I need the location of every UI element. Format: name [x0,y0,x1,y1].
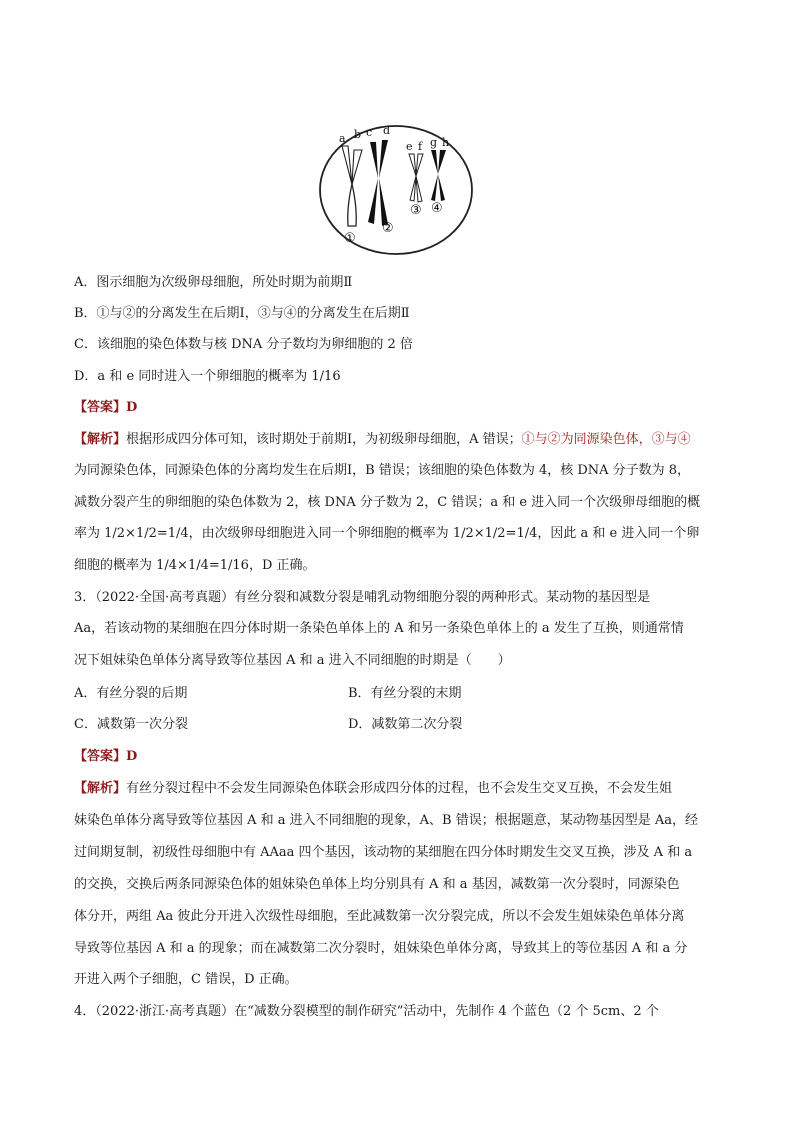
q3-stem-line-2: Aa，若该动物的某细胞在四分体时期一条染色单体上的 A 和另一条染色单体上的 a 发生了互换，则通常情 [74,621,684,636]
q3-analysis-line-4: 的交换，交换后两条同源染色体的姐妹染色单体上均分别具有 A 和 a 基因，减数第一次分裂时，同源染色 [74,877,680,892]
cell-diagram [316,122,476,258]
label-h: h [442,136,450,149]
q2-option-c: C．该细胞的染色体数与核 DNA 分子数均为卵细胞的 2 倍 [74,337,413,352]
q3-analysis-line-5: 体分开，两组 Aa 彼此分开进入次级性母细胞，至此减数第一次分裂完成，所以不会发生姐妹染色单体分离 [74,909,685,924]
label-circle-4: ④ [431,201,443,216]
q2-option-a: A．图示细胞为次级卵母细胞，所处时期为前期Ⅱ [74,275,353,290]
answer-label: 【答案】 [74,749,127,764]
q3-analysis-line-2: 妹染色单体分离导致等位基因 A 和 a 进入不同细胞的现象，A、B 错误；根据题意，某动物基因型是 Aa，经 [74,813,699,828]
label-d: d [383,124,391,137]
cell-diagram-svg [316,122,476,258]
analysis-highlight: ①与②为同源染色体，③与④ [521,432,691,447]
q2-analysis-line-2: 为同源染色体，同源染色体的分离均发生在后期Ⅰ，B 错误；该细胞的染色体数为 4，核 DNA 分子数为 8， [74,463,691,478]
q2-analysis-line-5: 细胞的概率为 1/4×1/4=1/16，D 正确。 [74,558,316,573]
label-g: g [430,136,438,149]
label-a: a [339,132,346,145]
label-circle-2: ② [382,221,394,236]
chromosome-2 [368,140,388,226]
q3-analysis-line-3: 过间期复制，初级性母细胞中有 AAaa 四个基因，该动物的某细胞在四分体时期发生交叉互换，涉及 A 和 a [74,845,693,860]
label-e: e [406,140,413,153]
q2-analysis-line-3: 减数分裂产生的卵细胞的染色体数为 2，核 DNA 分子数为 2，C 错误；a 和 e 进入同一个次级卵母细胞的概 [74,495,701,510]
q3-stem-line-1: 3．（2022·全国·高考真题）有丝分裂和减数分裂是哺乳动物细胞分裂的两种形式。某动物的基因型是 [74,590,651,605]
analysis-text: 有丝分裂过程中不会发生同源染色体联会形成四分体的过程，也不会发生交叉互换，不会发生姐 [126,781,673,796]
chromosome-3 [409,154,423,202]
q3-option-c: C．减数第一次分裂 [74,717,188,732]
q3-option-d: D．减数第二次分裂 [348,717,463,732]
q4-stem-line-1: 4．（2022·浙江·高考真题）在“减数分裂模型的制作研究”活动中，先制作 4 个蓝色（2 个 5cm、2 个 [74,1004,659,1019]
q2-option-d: D．a 和 e 同时进入一个卵细胞的概率为 1/16 [74,369,341,384]
q2-analysis-line-1 [74,432,691,447]
chromosome-4 [431,150,446,201]
q3-analysis-line-1 [74,781,672,796]
q2-analysis-line-4: 率为 1/2×1/2=1/4，由次级卵母细胞进入同一个卵细胞的概率为 1/2×1/2=1/4，因此 a 和 e 进入同一个卵 [74,526,700,541]
label-f: f [418,140,423,153]
q3-analysis-line-7: 开进入两个子细胞，C 错误，D 正确。 [74,972,298,987]
analysis-label: 【解析】 [74,781,127,796]
answer-label: 【答案】 [74,400,127,415]
label-circle-3: ③ [410,203,422,218]
q3-stem-line-3: 况下姐妹染色单体分离导致等位基因 A 和 a 进入不同细胞的时期是（ ） [74,653,511,668]
q3-option-b: B．有丝分裂的末期 [348,686,462,701]
analysis-text: 根据形成四分体可知，该时期处于前期Ⅰ，为初级卵母细胞，A 错误； [126,432,522,447]
q2-answer [74,400,137,415]
answer-value: D [126,749,138,764]
q3-analysis-line-6: 导致等位基因 A 和 a 的现象；而在减数第二次分裂时，姐妹染色单体分离，导致其上的等位基因 A 和 a 分 [74,941,688,956]
label-circle-1: ① [344,231,356,246]
label-b: b [354,128,362,141]
answer-value: D [126,400,138,415]
label-c: c [366,126,373,139]
q2-option-b: B．①与②的分离发生在后期Ⅰ，③与④的分离发生在后期Ⅱ [74,306,410,321]
cell-membrane [320,126,472,254]
chromosome-1 [342,146,362,226]
q3-answer [74,749,137,764]
q3-option-a: A．有丝分裂的后期 [74,686,188,701]
analysis-label: 【解析】 [74,432,127,447]
